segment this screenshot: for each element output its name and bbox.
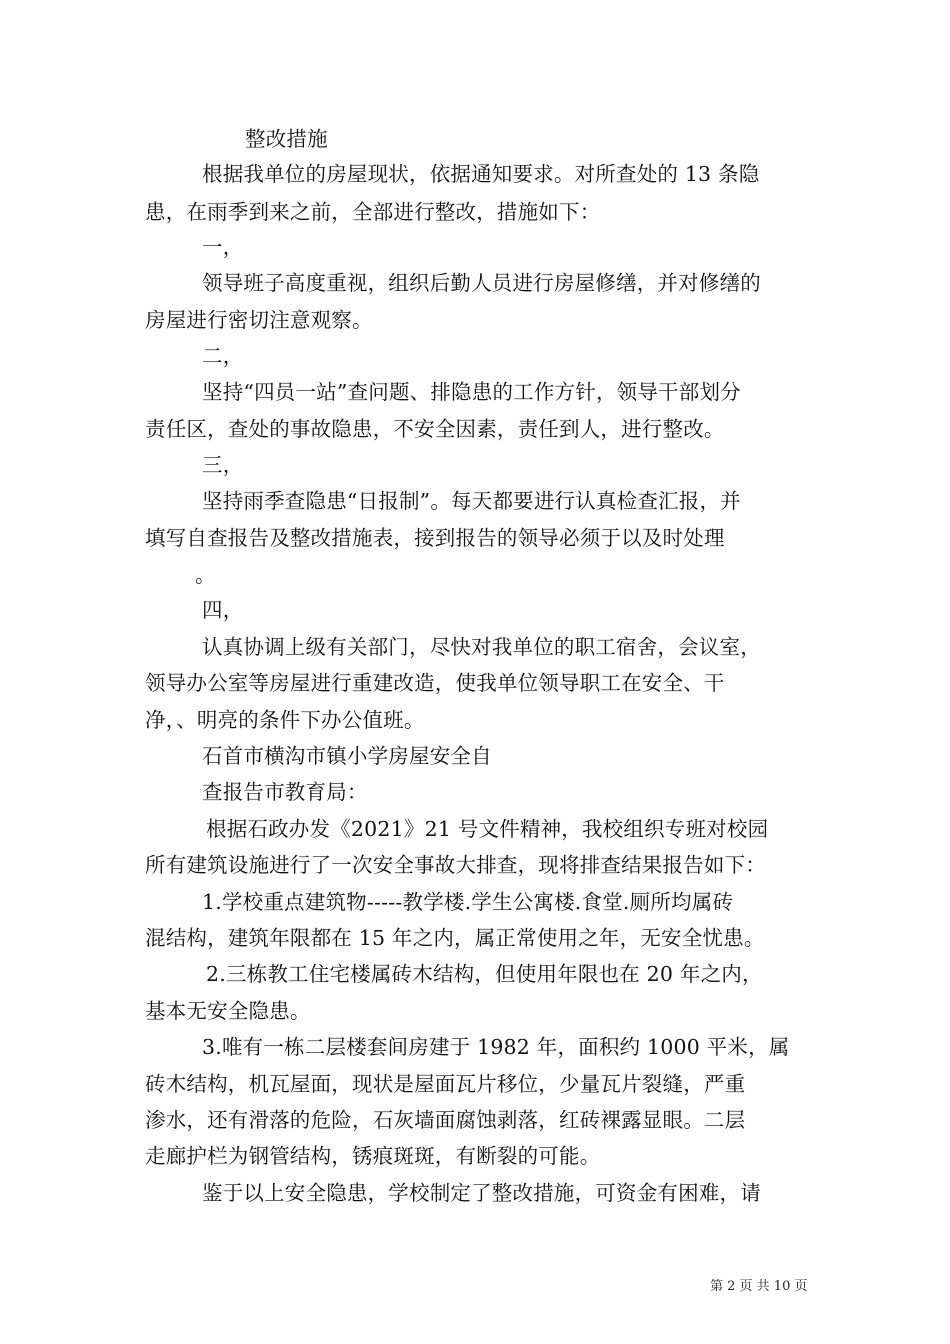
report-recipient: 查报告市教育局： [202,780,368,804]
text-line: 所有建筑设施进行了一次安全事故大排查，现将排查结果报告如下： [145,853,766,877]
text-line: 领导班子高度重视，组织后勤人员进行房屋修缮，并对修缮的 [202,271,761,295]
section-heading: 整改措施 [245,127,328,151]
text-line: 2.三栋教工住宅楼属砖木结构，但使用年限也在 20 年之内， [206,962,763,986]
text-line: 砖木结构，机瓦屋面，现状是屋面瓦片移位，少量瓦片裂缝，严重 [145,1072,746,1096]
text-line: 3.唯有一栋二层楼套间房建于 1982 年，面积约 1000 平米，属 [202,1035,790,1059]
page-indicator: 第 2 页 共 10 页 [710,1279,808,1294]
text-line: 1.学校重点建筑物-----教学楼.学生公寓楼.食堂.厕所均属砖 [202,890,734,914]
text-line: 根据石政办发《2021》21 号文件精神，我校组织专班对校园 [206,817,769,841]
list-marker: 一， [202,235,244,259]
text-line: 患，在雨季到来之前，全部进行整改，措施如下： [145,200,601,224]
text-line: 基本无安全隐患。 [145,999,311,1023]
text-line: 房屋进行密切注意观察。 [145,308,373,332]
list-marker: 三， [202,453,244,477]
text-line: 走廊护栏为钢管结构，锈痕斑斑，有断裂的可能。 [145,1144,601,1168]
list-marker: 二， [202,344,244,368]
list-marker: 四， [202,598,244,622]
text-line: 责任区，查处的事故隐患，不安全因素，责任到人，进行整改。 [145,417,725,441]
text-line: 根据我单位的房屋现状，依据通知要求。对所查处的 13 条隐 [202,162,760,186]
text-line: 渗水，还有滑落的危险，石灰墙面腐蚀剥落，红砖裸露显眼。二层 [145,1108,746,1132]
report-title: 石首市横沟市镇小学房屋安全自 [202,744,492,768]
text-line: 鉴于以上安全隐患，学校制定了整改措施，可资金有困难，请 [202,1181,761,1205]
text-line: 。 [195,563,216,587]
text-line: 领导办公室等房屋进行重建改造，使我单位领导职工在安全、干 [145,671,725,695]
text-line: 净，、明亮的条件下办公值班。 [145,708,425,732]
text-line: 坚持雨季查隐患“日报制”。每天都要进行认真检查汇报，并 [202,489,741,513]
text-line: 坚持“四员一站”查问题、排隐患的工作方针，领导干部划分 [202,380,741,404]
text-line: 填写自查报告及整改措施表，接到报告的领导必须于以及时处理 [145,526,725,550]
text-line: 混结构，建筑年限都在 15 年之内，属正常使用之年，无安全忧患。 [145,926,765,950]
text-line: 认真协调上级有关部门，尽快对我单位的职工宿舍，会议室， [202,635,761,659]
